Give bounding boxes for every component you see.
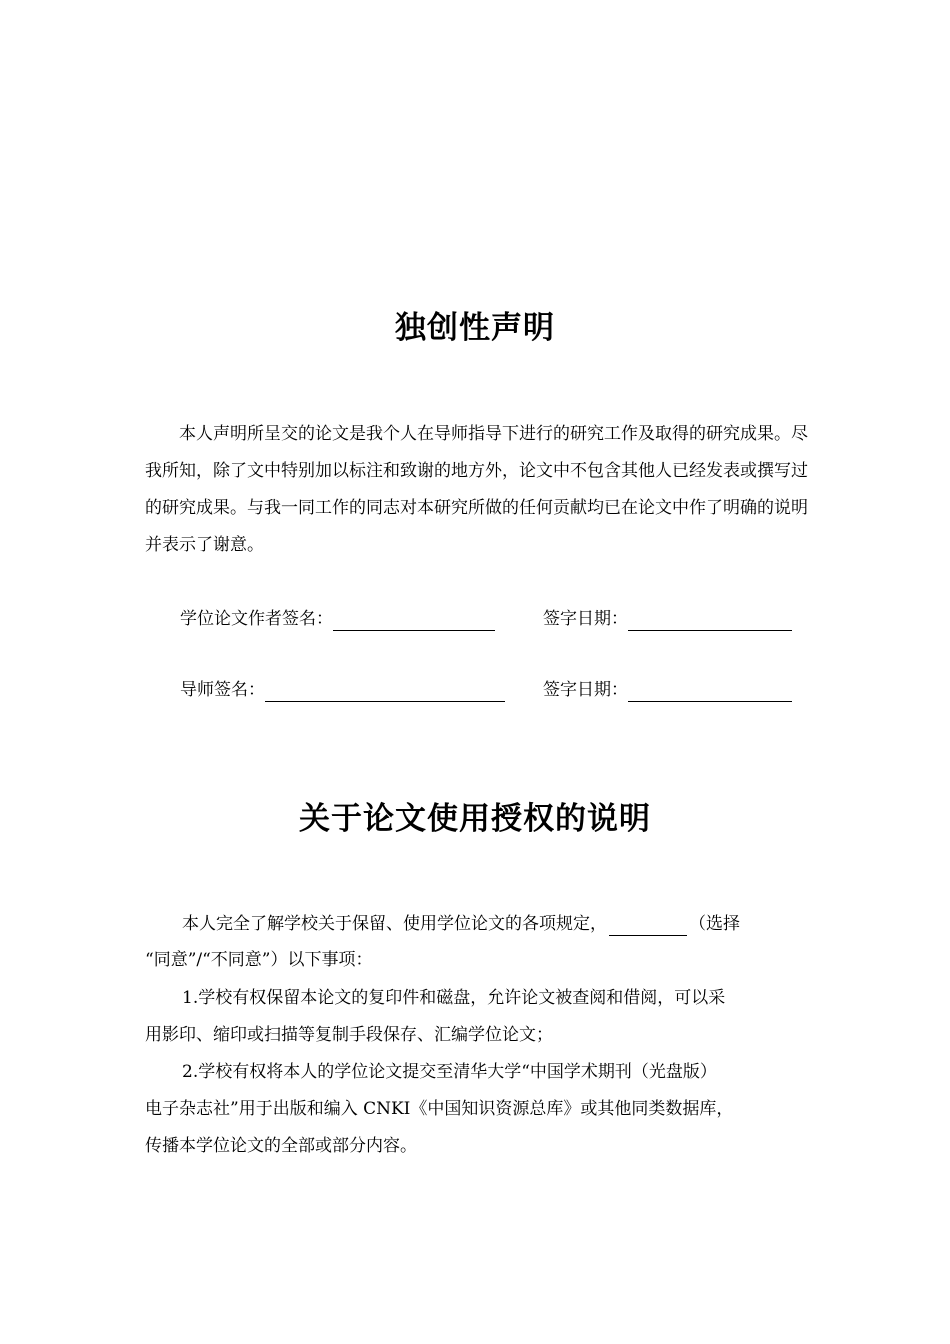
author-date-field[interactable]	[628, 610, 792, 631]
author-date-row	[543, 607, 792, 631]
author-signature-label: 学位论文作者签名：	[180, 609, 333, 629]
authorization-title: 关于论文使用授权的说明	[299, 801, 651, 837]
author-date-label: 签字日期：	[543, 609, 628, 629]
authorization-item-2-line-2: 电子杂志社”用于出版和编入 CNKI《中国知识资源总库》或其他同类数据库，	[145, 1099, 734, 1119]
advisor-signature-label: 导师签名：	[180, 680, 265, 700]
advisor-date-label: 签字日期：	[543, 680, 628, 700]
advisor-signature-field[interactable]	[265, 681, 505, 702]
authorization-item-1-line-1: 1.学校有权保留本论文的复印件和磁盘，允许论文被查阅和借阅，可以采	[182, 988, 726, 1008]
authorization-intro-text: 本人完全了解学校关于保留、使用学位论文的各项规定，	[182, 914, 607, 934]
advisor-signature-row	[180, 678, 505, 702]
authorization-intro-line-1	[182, 912, 740, 936]
authorization-item-1-line-2: 用影印、缩印或扫描等复制手段保存、汇编学位论文；	[145, 1025, 553, 1045]
advisor-date-row	[543, 678, 792, 702]
consent-choice-blank[interactable]	[609, 917, 687, 936]
declaration-paragraph: 本人声明所呈交的论文是我个人在导师指导下进行的研究工作及取得的研究成果。尽我所知，除了文中特别加以标注和致谢的地方外，论文中不包含其他人已经发表或撰写过的研究成果。与我一同工作的同志对本研究所做的任何贡献均已在论文中作了明确的说明并表示了谢意。	[145, 424, 808, 555]
authorization-intro-choose: （选择	[689, 914, 740, 934]
author-signature-row	[180, 607, 495, 631]
author-signature-field[interactable]	[333, 610, 495, 631]
authorization-item-2-line-1: 2.学校有权将本人的学位论文提交至清华大学“中国学术期刊（光盘版）	[182, 1062, 717, 1082]
authorization-item-2-line-3: 传播本学位论文的全部或部分内容。	[145, 1136, 417, 1156]
advisor-date-field[interactable]	[628, 681, 792, 702]
authorization-intro-line-2: “同意”/“不同意”）以下事项：	[145, 950, 373, 970]
declaration-title: 独创性声明	[395, 310, 555, 346]
